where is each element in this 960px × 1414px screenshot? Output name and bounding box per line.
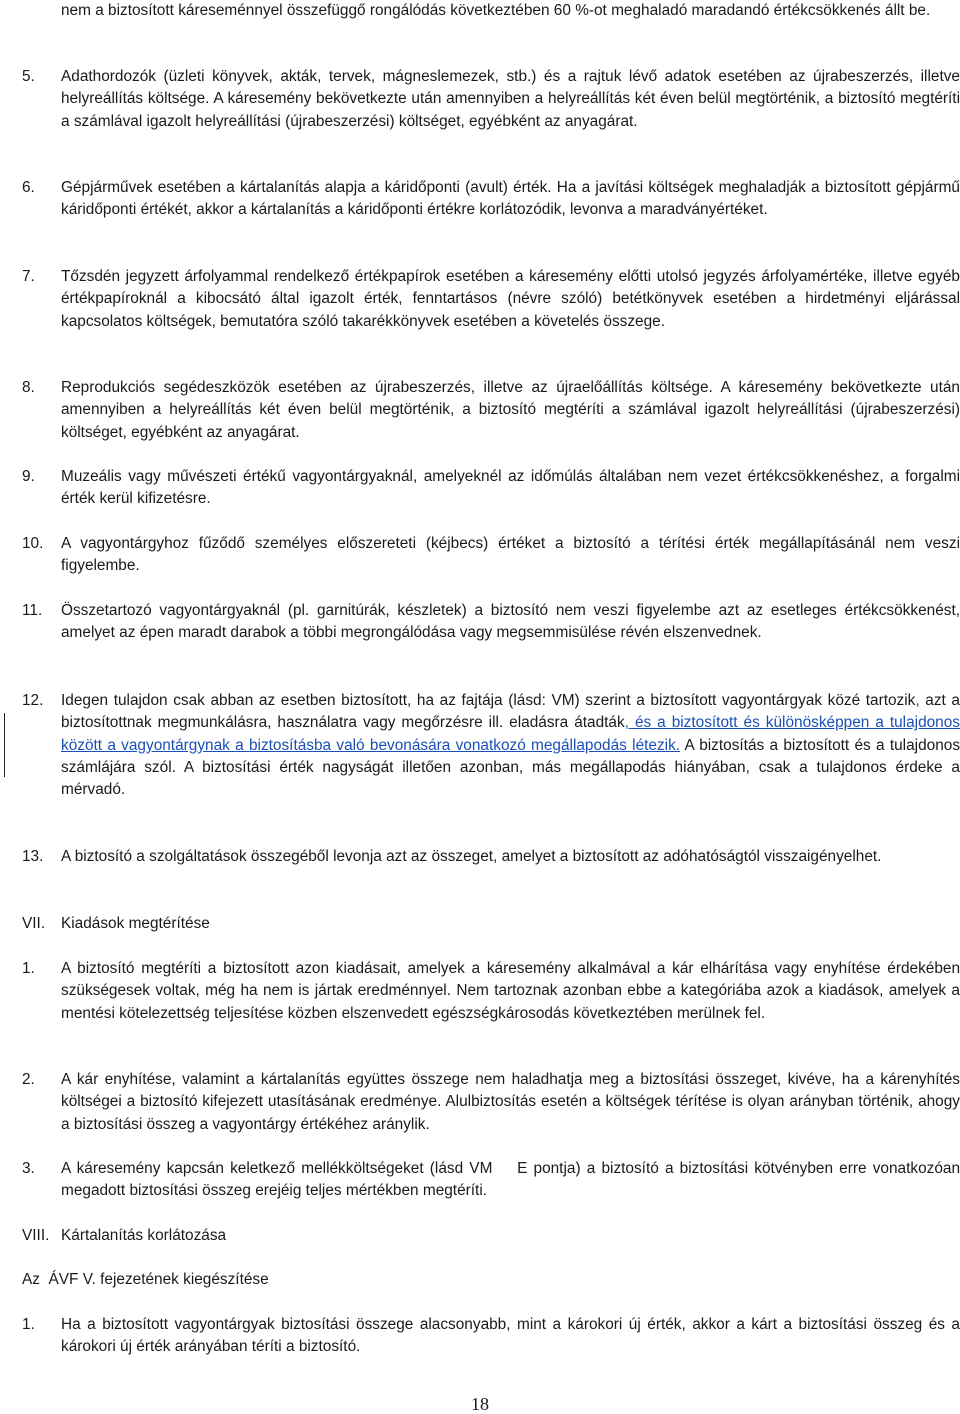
paragraph-text: nem a biztosított káreseménnyel összefüggő rongálódás következtében 60 %-ot meghaladó maradandó értékcsökkenés állt be. — [61, 2, 931, 19]
item-number: 7. — [22, 268, 35, 285]
vii-item-3 — [22, 1158, 960, 1203]
vii-item-1 — [22, 958, 960, 1025]
item-text-part-a: Idegen tulajdon csak abban az esetben biztosított, ha az fajtája (lásd: VM) szerint a biztosított vagyontárgyak közé tartozik — [61, 692, 916, 709]
section-title: Kiadások megtérítése — [61, 915, 210, 932]
item-text: A biztosító megtéríti a biztosított azon kiadásait, amelyek a káresemény alkalmával a kár elhárítása vagy enyhítése érdekében szükségesek voltak, még ha nem is jártak eredménnyel. Nem tartoznak azonban ebbe a kategóriába azok a kiadások, amelyek a mentési kötelezettség teljesítése közben elszenvedett egészségkárosodás következtében merülnek fel. — [61, 960, 960, 1022]
list-item-13 — [22, 846, 960, 868]
item-number: 10. — [22, 535, 44, 552]
item-number: 13. — [22, 848, 44, 865]
item-text: A káresemény kapcsán keletkező mellékköltségeket (lásd VM E pontja) a biztosító a biztosítási kötvényben erre vonatkozóan megadott biztosítási összeg erejéig teljes mértékben megtéríti. — [61, 1160, 960, 1200]
item-text: Tőzsdén jegyzett árfolyammal rendelkező értékpapírok esetében a káresemény előtti utolsó jegyzés árfolyamértéke, illetve egyéb értékpapíroknál a kibocsátó által igazolt érték, fenntartásos (névre szóló) betétkönyvek esetében a hirdetményi eljárással kapcsolatos költségek, bemutatóra szóló takarékkönyvek esetében a követelés összege. — [61, 268, 960, 330]
item-text: Reprodukciós segédeszközök esetében az újrabeszerzés, illetve az újraelőállítás költsége. A káresemény bekövetkezte után amennyiben a helyreállítás két éven belül megtörténik, a biztosító megtéríti a számlával igazolt helyreállítási (újrabeszerzési) költséget, egyébként az anyagárat. — [61, 379, 960, 441]
item-number: 12. — [22, 692, 44, 709]
paragraph-continuation — [22, 0, 960, 22]
item-number: 2. — [22, 1071, 35, 1088]
item-text: A kár enyhítése, valamint a kártalanítás együttes összege nem haladhatja meg a biztosítási összeget, kivéve, ha a kárenyhítés költségei a biztosító kifejezett utasításának eredménye. Alulbiztosítás esetén a költségek térítése is olyan arányban történik, ahogy a biztosítási összeg a vagyontárgy értékéhez aránylik. — [61, 1071, 960, 1133]
page-number: 18 — [471, 1394, 489, 1414]
item-text: Adathordozók (üzleti könyvek, akták, tervek, mágneslemezek, stb.) és a rajtuk lévő adatok esetében az újrabeszerzés, illetve helyreállítás költsége. A káresemény bekövetkezte után amennyiben a helyreállítás két éven belül megtörténik, a biztosító megtéríti a számlával igazolt helyreállítási (újrabeszerzési) költséget, egyébként az anyagárat. — [61, 68, 960, 130]
subheading: Az ÁVF V. fejezetének kiegészítése — [22, 1271, 269, 1288]
vii-item-2 — [22, 1069, 960, 1136]
item-number: 8. — [22, 379, 35, 396]
list-item-6 — [22, 177, 960, 222]
item-number: 1. — [22, 960, 35, 977]
list-item-5 — [22, 66, 960, 133]
list-item-7 — [22, 266, 960, 333]
item-text — [61, 690, 960, 801]
section-title: Kártalanítás korlátozása — [61, 1227, 227, 1244]
list-item-12 — [22, 690, 960, 801]
item-number: 3. — [22, 1160, 35, 1177]
inserted-text-link[interactable]: , — [915, 692, 920, 709]
item-text-part-b: azt a biztosítottnak megmunkálásra, használatra vagy megőrzésre ill. eladásra átadták — [61, 692, 960, 732]
inserted-text-link[interactable]: , és a biztosított és különösképpen a tulajdonos között a vagyontárgynak a biztosításba való bevonására vonatkozó megállapodás létezik. — [61, 714, 960, 754]
viii-item-1 — [22, 1314, 960, 1359]
item-text: Összetartozó vagyontárgyaknál (pl. garnitúrák, készletek) a biztosító nem veszi figyelembe azt az esetleges értékcsökkenést, amelyet az épen maradt darabok a többi megrongálódása vagy megsemmisülése révén elszenvednek. — [61, 602, 960, 642]
section-number: VIII. — [22, 1227, 50, 1244]
item-text-part-c: A biztosítás a biztosított és a tulajdonos számlájára szól. A biztosítási érték nagyságát illetően azonban, más megállapodás hiányában, csak a tulajdonos érdeke a mérvadó. — [61, 736, 960, 799]
item-number: 5. — [22, 68, 35, 85]
list-item-8 — [22, 377, 960, 444]
revision-change-bar — [4, 713, 5, 777]
item-text: Muzeális vagy művészeti értékű vagyontárgyaknál, amelyeknél az időmúlás általában nem vezet értékcsökkenéshez, a forgalmi érték kerül kifizetésre. — [61, 468, 960, 508]
list-item-9 — [22, 466, 960, 511]
list-item-10 — [22, 533, 960, 578]
item-number: 1. — [22, 1316, 35, 1333]
item-number: 9. — [22, 468, 35, 485]
section-number: VII. — [22, 915, 46, 932]
item-text: Ha a biztosított vagyontárgyak biztosítási összege alacsonyabb, mint a károkori új érték, akkor a kárt a biztosítási összeg és a károkori új érték arányában téríti a biztosító. — [61, 1316, 960, 1356]
section-heading-vii — [22, 913, 960, 935]
item-text: Gépjárművek esetében a kártalanítás alapja a káridőponti (avult) érték. Ha a javítási költségek meghaladják a biztosított gépjármű káridőponti értékét, akkor a kártalanítás a káridőponti értékre korlátozódik, levonva a maradványértéket. — [61, 179, 960, 219]
item-number: 6. — [22, 179, 35, 196]
item-text: A vagyontárgyhoz fűződő személyes előszereteti (kéjbecs) értéket a biztosító a térítési érték megállapításánál nem veszi figyelembe. — [61, 535, 960, 575]
list-item-11 — [22, 600, 960, 645]
item-number: 11. — [22, 602, 43, 619]
section-heading-viii — [22, 1225, 960, 1247]
item-text: A biztosító a szolgáltatások összegéből levonja azt az összeget, amelyet a biztosított az adóhatóságtól visszaigényelhet. — [61, 848, 882, 865]
